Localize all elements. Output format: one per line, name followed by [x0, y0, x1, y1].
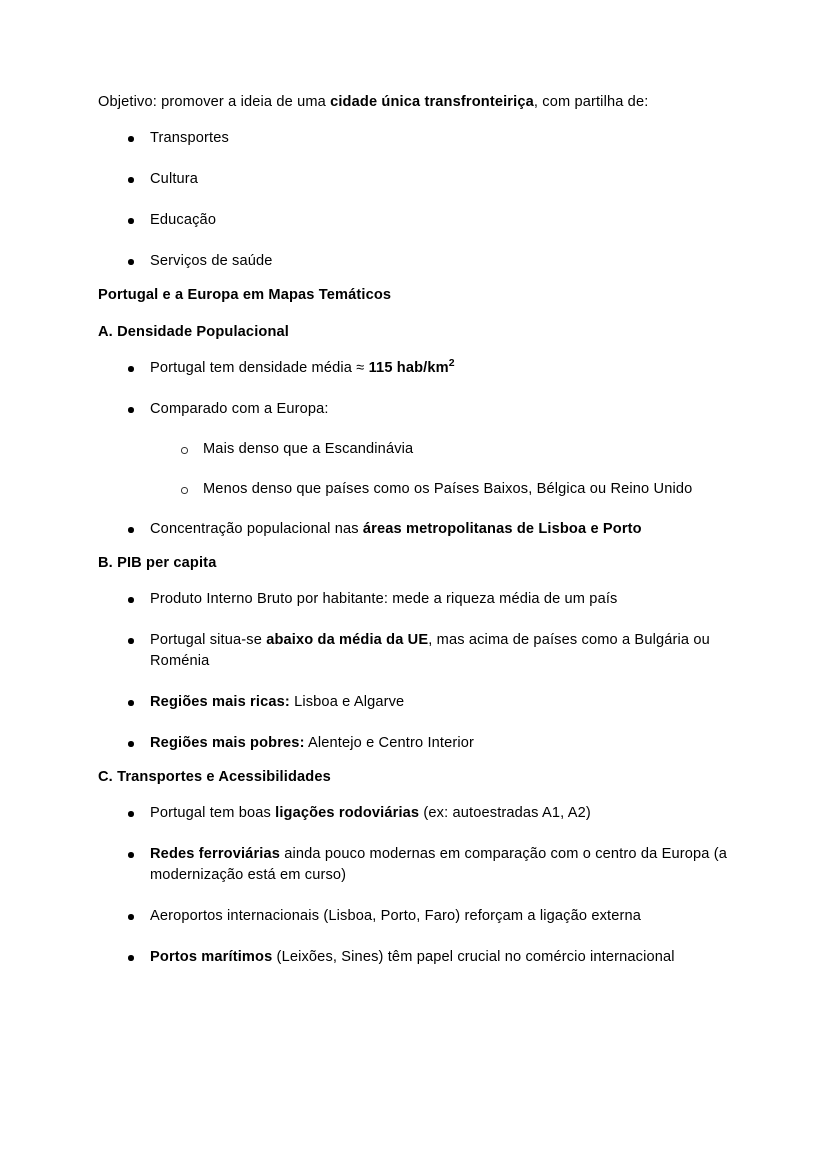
list-item-tail: Lisboa e Algarve — [289, 694, 405, 710]
section-title: Portugal e a Europa em Mapas Temáticos — [98, 287, 392, 303]
list-item-lead: Portugal tem densidade média ≈ — [150, 360, 369, 376]
heading-transportes-acessibilidades: C. Transportes e Acessibilidades — [98, 769, 331, 785]
list-item-bold: áreas metropolitanas de Lisboa e Porto — [362, 521, 642, 537]
list-item — [98, 439, 728, 460]
list-item-bold: 115 hab/km — [368, 360, 449, 376]
list-item — [98, 251, 728, 272]
list-item-bold: abaixo da média da UE — [266, 632, 429, 648]
section-a-closing-list — [98, 519, 728, 540]
document-content — [98, 92, 728, 968]
list-item-lead: Comparado com a Europa: — [150, 401, 329, 417]
list-item — [98, 844, 728, 886]
list-item — [98, 169, 728, 190]
list-item — [98, 210, 728, 231]
list-item-label: Mais denso que a Escandinávia — [203, 441, 414, 457]
list-item — [98, 906, 728, 927]
list-item — [98, 128, 728, 149]
list-item — [98, 692, 728, 713]
list-item-tail: (Leixões, Sines) têm papel crucial no comércio internacional — [272, 949, 675, 965]
list-item-bold: Regiões mais ricas: — [150, 694, 290, 710]
list-item-label: Menos denso que países como os Países Baixos, Bélgica ou Reino Unido — [203, 481, 693, 497]
list-item-tail: (ex: autoestradas A1, A2) — [419, 805, 591, 821]
section-a-list — [98, 358, 728, 420]
list-item-lead: Concentração populacional nas — [150, 521, 363, 537]
list-item-label: Transportes — [150, 130, 229, 146]
list-item — [98, 733, 728, 754]
list-item-tail: Alentejo e Centro Interior — [304, 735, 475, 751]
list-item — [98, 479, 728, 500]
list-item-tail: , mas acima de países como a Bulgária ou Roménia — [150, 632, 710, 669]
heading-pib-per-capita: B. PIB per capita — [98, 555, 217, 571]
list-item-tail: ainda pouco modernas em comparação com o centro da Europa (a modernização está em curso) — [150, 846, 727, 883]
intro-paragraph — [98, 92, 728, 112]
superscript-two: 2 — [448, 357, 455, 370]
list-item-bold: Regiões mais pobres: — [150, 735, 305, 751]
list-item — [98, 589, 728, 610]
list-item — [98, 630, 728, 672]
list-item — [98, 399, 728, 420]
list-item-lead: Portugal tem boas — [150, 805, 276, 821]
section-c-list — [98, 803, 728, 968]
list-item — [98, 519, 728, 540]
section-b-list — [98, 589, 728, 754]
list-item-label: Serviços de saúde — [150, 253, 273, 269]
list-item — [98, 358, 728, 379]
list-item-lead: Produto Interno Bruto por habitante: mede a riqueza média de um país — [150, 591, 618, 607]
list-item-label: Cultura — [150, 171, 199, 187]
intro-lead: Objetivo: promover a ideia de uma — [98, 94, 331, 110]
list-item — [98, 947, 728, 968]
list-item-lead: Portugal situa-se — [150, 632, 267, 648]
list-item-lead: Aeroportos internacionais (Lisboa, Porto, Faro) reforçam a ligação externa — [150, 908, 642, 924]
list-item-bold: ligações rodoviárias — [275, 805, 420, 821]
intro-tail: , com partilha de: — [533, 94, 649, 110]
list-item-bold: Redes ferroviárias — [150, 846, 280, 862]
intro-bold: cidade única transfronteiriça — [330, 94, 534, 110]
list-item-bold: Portos marítimos — [150, 949, 273, 965]
list-item-label: Educação — [150, 212, 217, 228]
section-a-sublist — [98, 439, 728, 500]
heading-densidade-populacional: A. Densidade Populacional — [98, 324, 289, 340]
intro-list — [98, 128, 728, 272]
list-item — [98, 803, 728, 824]
